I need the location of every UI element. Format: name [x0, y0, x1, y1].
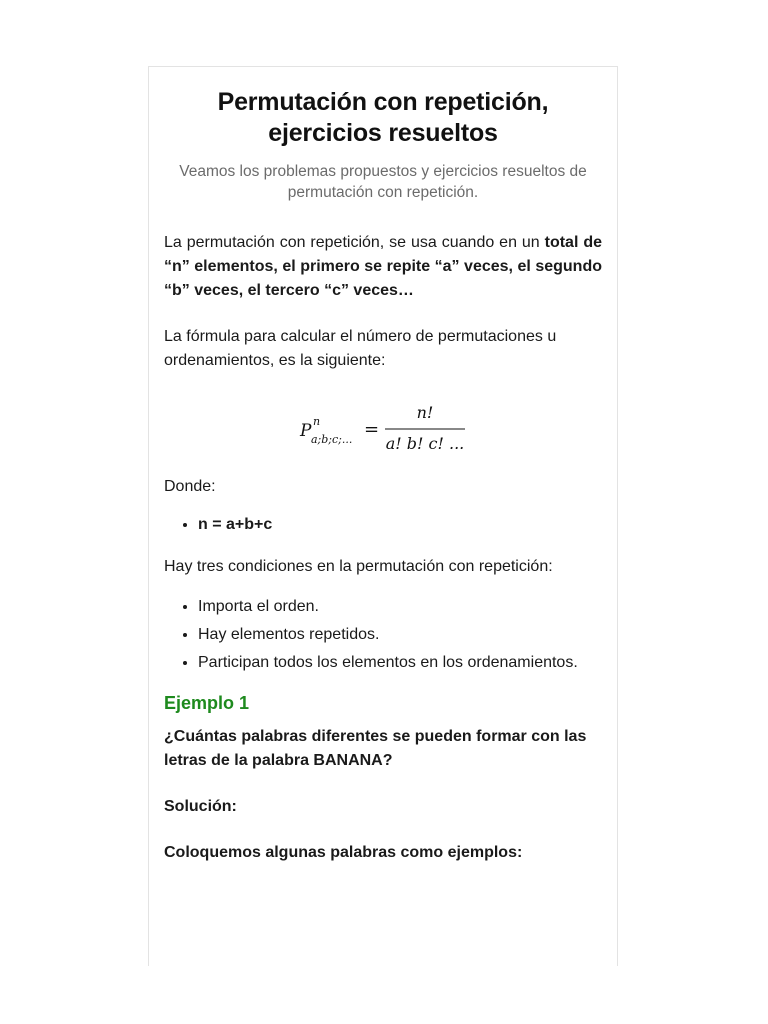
donde-label: Donde:: [164, 478, 216, 495]
article-card: [148, 66, 618, 966]
example-heading: Ejemplo 1: [164, 693, 250, 713]
solution-label: Solución:: [164, 798, 237, 815]
formula-lhs-base: P: [300, 421, 312, 441]
article-body: [149, 67, 617, 865]
conditions-intro: Hay tres condiciones en la permutación con repetición:: [164, 558, 553, 575]
conditions-list: [164, 595, 602, 675]
list-item: • n = a+b+c: [198, 513, 602, 537]
list-item: • Hay elementos repetidos.: [198, 623, 602, 647]
formula-numerator: n!: [416, 403, 434, 422]
formula-lhs-sub: a;b;c;...: [311, 433, 353, 446]
list-item: • Participan todos los elementos en los ordenamientos.: [198, 651, 602, 675]
intro-text: La permutación con repetición, se usa cuando en un: [164, 234, 545, 251]
page-title: Permutación con repetición, ejercicios resueltos: [217, 88, 549, 147]
formula-denominator: a! b! c! ...: [385, 434, 465, 453]
formula-lhs-sup: n: [313, 415, 321, 428]
example-question: ¿Cuántas palabras diferentes se pueden formar con las letras de la palabra BANANA?: [164, 728, 587, 769]
formula-intro-paragraph: La fórmula para calcular el número de permutaciones u ordenamientos, es la siguiente:: [164, 328, 557, 369]
formula-equals: =: [364, 419, 380, 440]
page-subtitle: Veamos los problemas propuestos y ejercicios resueltos de permutación con repetición.: [179, 163, 587, 201]
permutation-formula: [164, 399, 602, 457]
list-item: • Importa el orden.: [198, 595, 602, 619]
formula-graphic: [298, 399, 468, 457]
intro-bold-text: total de “n” elementos, el primero se repite “a” veces, el segundo “b” veces, el tercero “c” veces…: [164, 234, 603, 299]
examples-intro: Coloquemos algunas palabras como ejemplos:: [164, 844, 523, 861]
intro-paragraph: [164, 231, 602, 303]
donde-list: [164, 513, 602, 537]
